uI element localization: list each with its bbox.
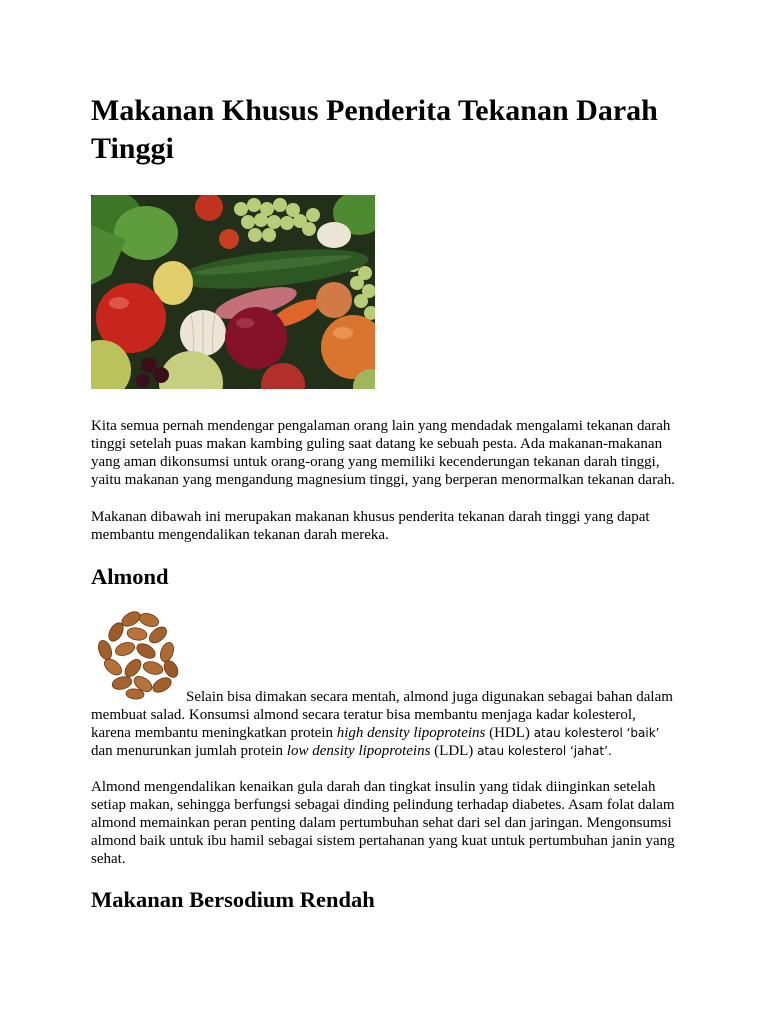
fruits-vegetables-image <box>91 195 375 389</box>
text-line: Makanan dibawah ini merupakan makanan khusus penderita tekanan darah tinggi yang dapat <box>91 509 650 525</box>
text-line: Selain bisa dimakan secara mentah, almond juga digunakan sebagai bahan dalam <box>186 689 673 705</box>
text-line: setiap makan, sehingga berfungsi sebagai dinding pelindung terhadap diabetes. Asam folat dalam <box>91 797 675 813</box>
alt-font-segment: atau kolesterol ‘jahat’. <box>477 744 612 758</box>
text-line: Almond mengendalikan kenaikan gula darah dan tingkat insulin yang tidak diinginkan setelah <box>91 779 656 795</box>
text-line <box>91 742 673 760</box>
intro-paragraph-1 <box>91 417 675 489</box>
page-title: Makanan Khusus Penderita Tekanan Darah Tinggi <box>91 94 658 165</box>
italic-term: high density lipoproteins <box>336 725 486 741</box>
almond-image <box>91 607 185 700</box>
text-line: sehat. <box>91 851 126 867</box>
text-segment: dan menurunkan jumlah protein <box>91 743 287 759</box>
almond-paragraph-1 <box>91 688 673 760</box>
text-line <box>91 724 673 742</box>
text-line: yang aman dikonsumsi untuk orang-orang yang memiliki kecenderungan tekanan darah tinggi, <box>91 454 660 470</box>
almond-paragraph-2 <box>91 778 675 868</box>
text-line: yaitu makanan yang mengandung magnesium tinggi, yang berperan menormalkan tekanan darah. <box>91 472 675 488</box>
text-line: almond baik untuk ibu hamil sebagai sistem pertahanan yang kuat untuk pertumbuhan janin yang <box>91 833 675 849</box>
text-line: membuat salad. Konsumsi almond secara teratur bisa membantu menjaga kadar kolesterol, <box>91 707 636 723</box>
text-segment: karena membantu meningkatkan protein <box>91 725 337 741</box>
text-line: membantu mengendalikan tekanan darah mereka. <box>91 527 389 543</box>
section-heading-low-sodium: Makanan Bersodium Rendah <box>91 887 375 912</box>
intro-paragraph-2 <box>91 508 650 544</box>
text-segment: (HDL) <box>485 725 534 741</box>
section-heading-almond: Almond <box>91 564 169 589</box>
alt-font-segment: atau kolesterol ‘baik’ <box>533 726 660 740</box>
italic-term: low density lipoproteins <box>286 743 431 759</box>
text-line: almond memainkan peran penting dalam pertumbuhan sehat dari sel dan jaringan. Mengonsumsi <box>91 815 672 831</box>
text-line: Kita semua pernah mendengar pengalaman orang lain yang mendadak mengalami tekanan darah <box>91 418 671 434</box>
text-segment: (LDL) <box>430 743 478 759</box>
text-line: tinggi setelah puas makan kambing guling saat datang ke sebuah pesta. Ada makanan-makanan <box>91 436 663 452</box>
